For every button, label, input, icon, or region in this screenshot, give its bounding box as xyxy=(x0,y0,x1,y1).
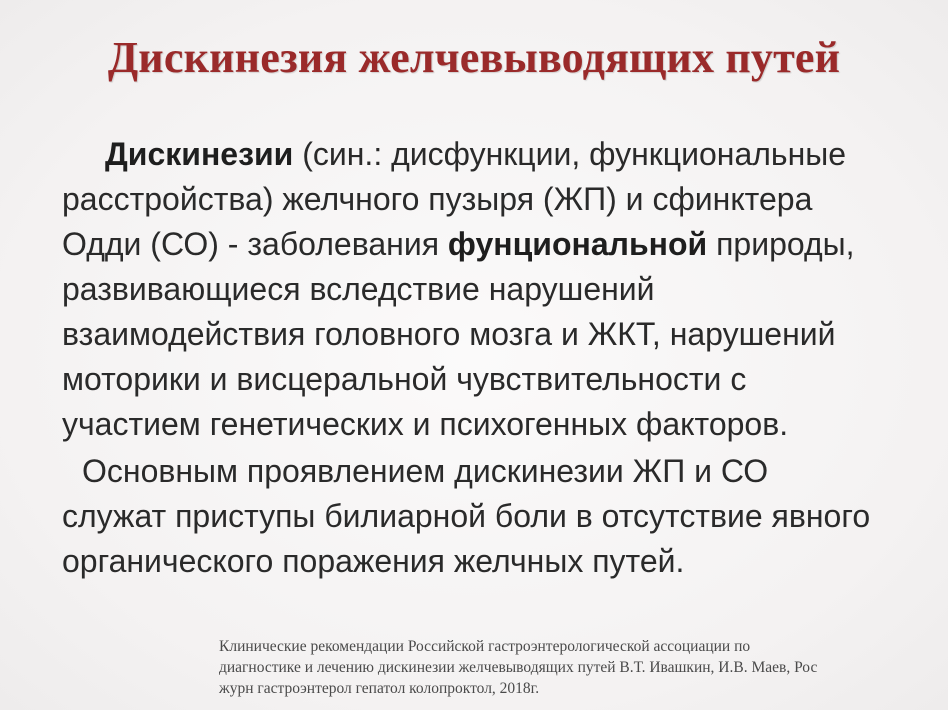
footnote-line: диагностике и лечению дискинезии желчевыводящих путей В.Т. Ивашкин, И.В. Маев, Рос xyxy=(219,659,818,676)
emphasis-bold: фунциональной xyxy=(447,226,708,262)
slide-body xyxy=(62,132,922,584)
term-bold: Дискинезии xyxy=(105,136,294,172)
text-line: расстройства) желчного пузыря (ЖП) и сфинктера xyxy=(62,181,813,217)
paragraph-manifestation xyxy=(62,449,922,584)
text-segment: природы, xyxy=(707,226,855,262)
footnote-line: журн гастроэнтерол гепатол колопроктол, 2018г. xyxy=(219,680,540,697)
text-line: Основным проявлением дискинезии ЖП и СО xyxy=(82,453,769,489)
text-line: развивающиеся вследствие нарушений xyxy=(62,271,655,307)
text-line xyxy=(62,222,922,267)
text-segment: Одди (СО) - заболевания xyxy=(62,226,448,262)
reference-footnote xyxy=(219,636,939,699)
slide-title: Дискинезия желчевыводящих путей xyxy=(107,33,841,82)
text-line xyxy=(62,132,922,177)
text-line: участием генетических и психогенных факторов. xyxy=(62,406,789,442)
paragraph-definition xyxy=(62,132,922,447)
text-line: моторики и висцеральной чувствительности с xyxy=(62,361,747,397)
footnote-line: Клинические рекомендации Российской гастроэнтерологической ассоциации по xyxy=(219,638,751,655)
text-line: органического поражения желчных путей. xyxy=(62,543,685,579)
text-line: взаимодействия головного мозга и ЖКТ, нарушений xyxy=(62,316,836,352)
text-line: служат приступы билиарной боли в отсутствие явного xyxy=(62,498,871,534)
text-segment: (син.: дисфункции, функциональные xyxy=(293,136,847,172)
